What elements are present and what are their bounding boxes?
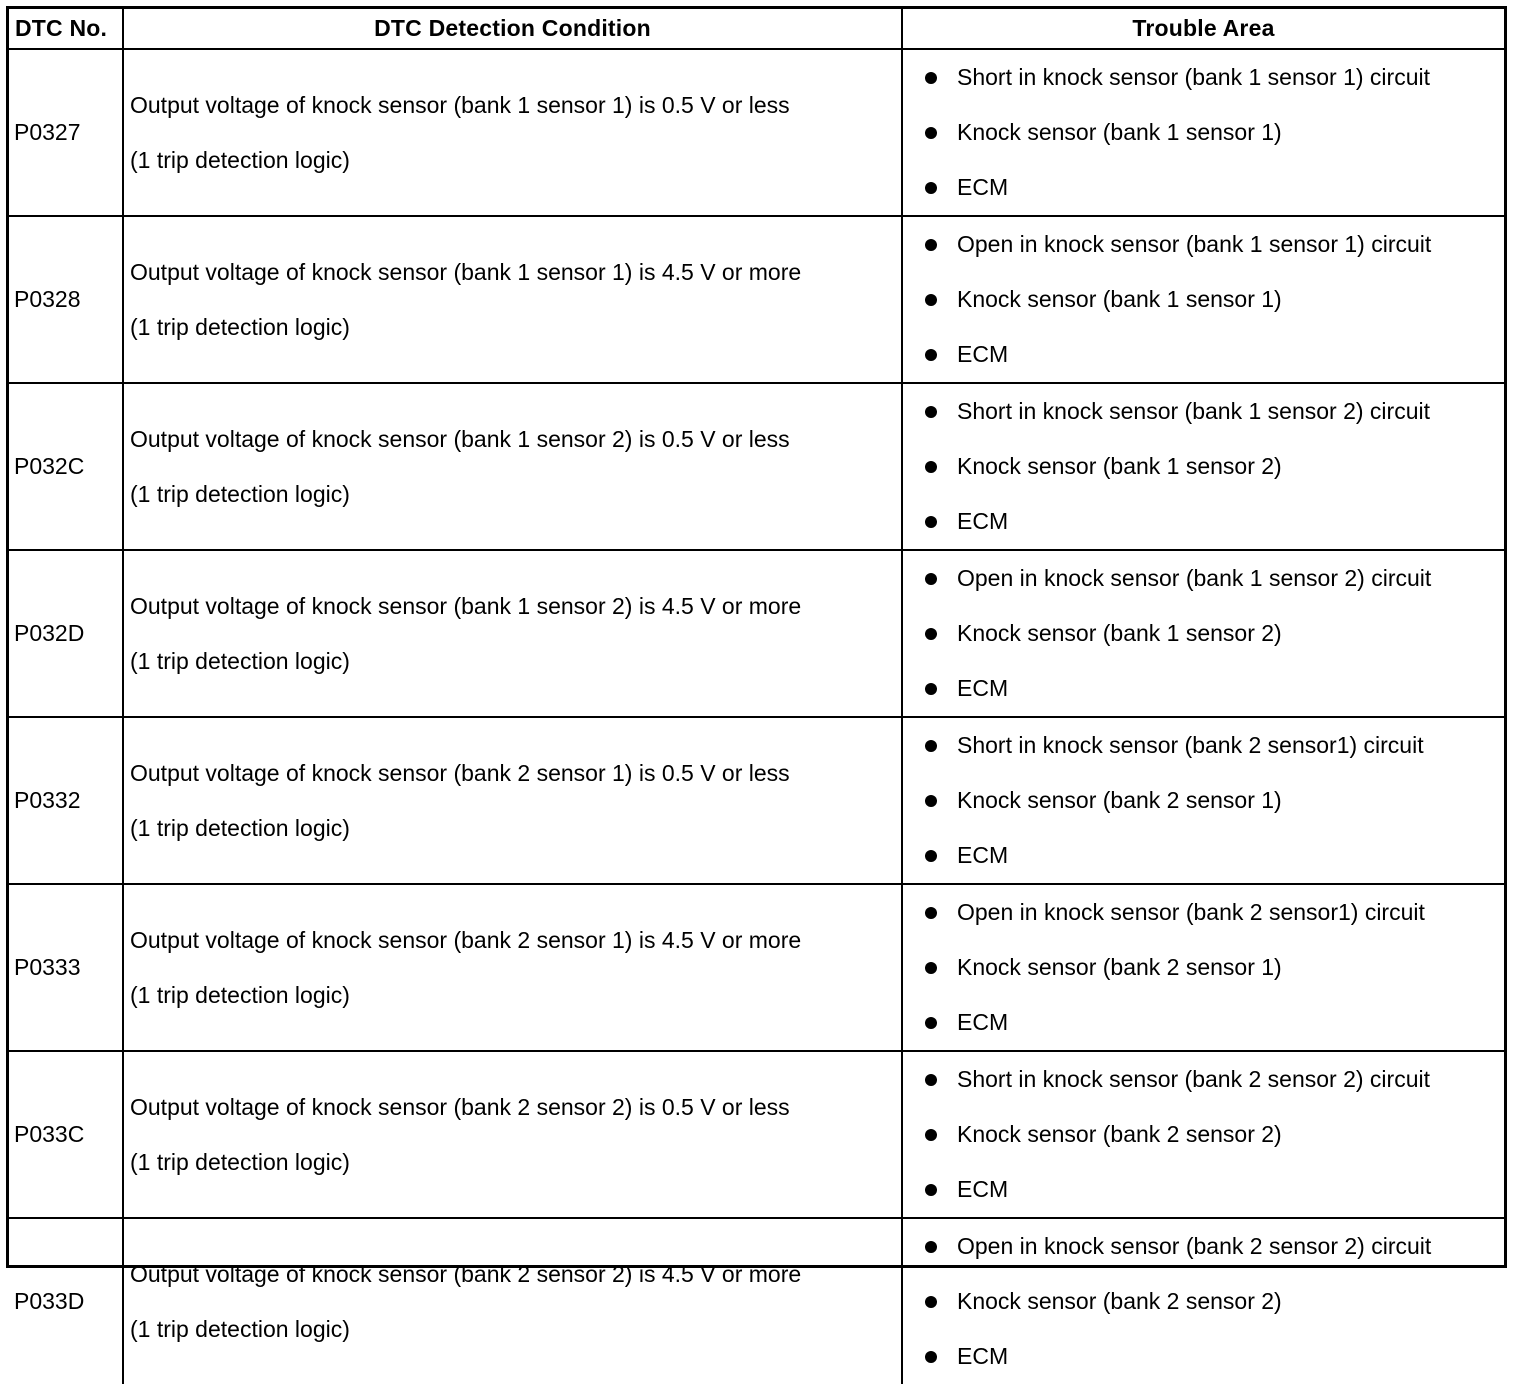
list-item <box>925 272 1504 327</box>
bullet-icon <box>925 628 937 640</box>
trouble-area-text: ECM <box>957 341 1009 367</box>
condition-text: Output voltage of knock sensor (bank 1 sensor 1) is 0.5 V or less <box>130 91 790 118</box>
bullet-icon <box>925 1351 937 1363</box>
bullet-icon <box>925 795 937 807</box>
condition-text: Output voltage of knock sensor (bank 1 sensor 2) is 0.5 V or less <box>130 425 790 452</box>
table-row <box>9 717 1504 884</box>
trouble-area-text: Knock sensor (bank 2 sensor 2) <box>957 1288 1282 1314</box>
list-item <box>925 1052 1504 1107</box>
trouble-area-cell <box>902 550 1504 717</box>
trouble-area-text: Short in knock sensor (bank 2 sensor1) circuit <box>957 732 1424 758</box>
table-row <box>9 1218 1504 1384</box>
trouble-area-text: Open in knock sensor (bank 2 sensor 2) circuit <box>957 1233 1432 1259</box>
detection-condition-cell <box>123 550 902 717</box>
table-row <box>9 383 1504 550</box>
dtc-code-cell: P033D <box>9 1218 123 1384</box>
bullet-icon <box>925 1184 937 1196</box>
trouble-area-list <box>925 551 1504 716</box>
bullet-icon <box>925 573 937 585</box>
table-row <box>9 216 1504 383</box>
trouble-area-text: Short in knock sensor (bank 2 sensor 2) circuit <box>957 1066 1430 1092</box>
condition-text: Output voltage of knock sensor (bank 2 sensor 2) is 4.5 V or more <box>130 1260 802 1287</box>
list-item <box>925 1162 1504 1217</box>
table-header-row <box>9 9 1504 49</box>
bullet-icon <box>925 740 937 752</box>
list-item <box>925 1219 1504 1274</box>
trouble-area-list <box>925 50 1504 215</box>
bullet-icon <box>925 349 937 361</box>
list-item <box>925 494 1504 549</box>
trouble-area-text: ECM <box>957 1343 1009 1369</box>
trouble-area-text: ECM <box>957 1176 1009 1202</box>
trouble-area-cell <box>902 717 1504 884</box>
condition-text: Output voltage of knock sensor (bank 1 sensor 2) is 4.5 V or more <box>130 592 802 619</box>
trouble-area-text: ECM <box>957 675 1009 701</box>
dtc-code-cell: P0327 <box>9 49 123 216</box>
list-item <box>925 384 1504 439</box>
list-item <box>925 50 1504 105</box>
detection-logic-text: (1 trip detection logic) <box>130 981 350 1008</box>
trouble-area-text: Open in knock sensor (bank 2 sensor1) circuit <box>957 899 1425 925</box>
list-item <box>925 1329 1504 1384</box>
trouble-area-text: ECM <box>957 174 1009 200</box>
header-dtc-no: DTC No. <box>9 9 123 49</box>
trouble-area-list <box>925 217 1504 382</box>
trouble-area-text: ECM <box>957 1009 1009 1035</box>
detection-logic-text: (1 trip detection logic) <box>130 480 350 507</box>
detection-condition-cell <box>123 884 902 1051</box>
dtc-code-cell: P032C <box>9 383 123 550</box>
bullet-icon <box>925 1017 937 1029</box>
bullet-icon <box>925 907 937 919</box>
detection-condition-cell <box>123 383 902 550</box>
trouble-area-cell <box>902 1218 1504 1384</box>
header-trouble-area: Trouble Area <box>902 9 1504 49</box>
list-item <box>925 1274 1504 1329</box>
header-detection-condition: DTC Detection Condition <box>123 9 902 49</box>
trouble-area-text: Knock sensor (bank 1 sensor 1) <box>957 119 1282 145</box>
bullet-icon <box>925 72 937 84</box>
dtc-code-cell: P0333 <box>9 884 123 1051</box>
trouble-area-text: Short in knock sensor (bank 1 sensor 2) circuit <box>957 398 1430 424</box>
trouble-area-text: Knock sensor (bank 1 sensor 2) <box>957 453 1282 479</box>
trouble-area-cell <box>902 383 1504 550</box>
dtc-code-cell: P032D <box>9 550 123 717</box>
table-row <box>9 49 1504 216</box>
trouble-area-cell <box>902 49 1504 216</box>
trouble-area-text: ECM <box>957 842 1009 868</box>
detection-condition-cell <box>123 717 902 884</box>
list-item <box>925 439 1504 494</box>
detection-logic-text: (1 trip detection logic) <box>130 1315 350 1342</box>
bullet-icon <box>925 683 937 695</box>
detection-condition-cell <box>123 216 902 383</box>
dtc-table <box>9 9 1504 1384</box>
bullet-icon <box>925 1129 937 1141</box>
bullet-icon <box>925 1296 937 1308</box>
table-row <box>9 550 1504 717</box>
condition-text: Output voltage of knock sensor (bank 2 sensor 1) is 0.5 V or less <box>130 759 790 786</box>
list-item <box>925 995 1504 1050</box>
detection-logic-text: (1 trip detection logic) <box>130 647 350 674</box>
list-item <box>925 551 1504 606</box>
list-item <box>925 217 1504 272</box>
list-item <box>925 160 1504 215</box>
condition-text: Output voltage of knock sensor (bank 2 sensor 2) is 0.5 V or less <box>130 1093 790 1120</box>
trouble-area-text: Knock sensor (bank 2 sensor 1) <box>957 787 1282 813</box>
trouble-area-list <box>925 1219 1504 1384</box>
bullet-icon <box>925 294 937 306</box>
trouble-area-text: Knock sensor (bank 2 sensor 2) <box>957 1121 1282 1147</box>
bullet-icon <box>925 1241 937 1253</box>
bullet-icon <box>925 461 937 473</box>
trouble-area-cell <box>902 884 1504 1051</box>
detection-logic-text: (1 trip detection logic) <box>130 1148 350 1175</box>
table-row <box>9 1051 1504 1218</box>
trouble-area-text: Knock sensor (bank 1 sensor 1) <box>957 286 1282 312</box>
bullet-icon <box>925 516 937 528</box>
trouble-area-text: Knock sensor (bank 2 sensor 1) <box>957 954 1282 980</box>
detection-logic-text: (1 trip detection logic) <box>130 814 350 841</box>
detection-logic-text: (1 trip detection logic) <box>130 313 350 340</box>
list-item <box>925 940 1504 995</box>
trouble-area-cell <box>902 216 1504 383</box>
list-item <box>925 773 1504 828</box>
detection-condition-cell <box>123 1051 902 1218</box>
list-item <box>925 718 1504 773</box>
dtc-code-cell: P033C <box>9 1051 123 1218</box>
trouble-area-text: Open in knock sensor (bank 1 sensor 2) circuit <box>957 565 1432 591</box>
trouble-area-text: Short in knock sensor (bank 1 sensor 1) circuit <box>957 64 1430 90</box>
detection-logic-text: (1 trip detection logic) <box>130 146 350 173</box>
bullet-icon <box>925 239 937 251</box>
condition-text: Output voltage of knock sensor (bank 2 sensor 1) is 4.5 V or more <box>130 926 802 953</box>
bullet-icon <box>925 962 937 974</box>
table-row <box>9 884 1504 1051</box>
list-item <box>925 327 1504 382</box>
list-item <box>925 885 1504 940</box>
trouble-area-cell <box>902 1051 1504 1218</box>
list-item <box>925 1107 1504 1162</box>
bullet-icon <box>925 1074 937 1086</box>
condition-text: Output voltage of knock sensor (bank 1 sensor 1) is 4.5 V or more <box>130 258 802 285</box>
trouble-area-list <box>925 1052 1504 1217</box>
trouble-area-text: Knock sensor (bank 1 sensor 2) <box>957 620 1282 646</box>
detection-condition-cell <box>123 1218 902 1384</box>
dtc-code-cell: P0328 <box>9 216 123 383</box>
trouble-area-list <box>925 885 1504 1050</box>
list-item <box>925 606 1504 661</box>
trouble-area-text: Open in knock sensor (bank 1 sensor 1) circuit <box>957 231 1432 257</box>
dtc-table-frame <box>6 6 1507 1369</box>
table-body <box>9 49 1504 1384</box>
list-item <box>925 661 1504 716</box>
list-item <box>925 828 1504 883</box>
trouble-area-list <box>925 718 1504 883</box>
bullet-icon <box>925 127 937 139</box>
trouble-area-list <box>925 384 1504 549</box>
bullet-icon <box>925 850 937 862</box>
dtc-code-cell: P0332 <box>9 717 123 884</box>
trouble-area-text: ECM <box>957 508 1009 534</box>
detection-condition-cell <box>123 49 902 216</box>
list-item <box>925 105 1504 160</box>
bullet-icon <box>925 182 937 194</box>
bullet-icon <box>925 406 937 418</box>
